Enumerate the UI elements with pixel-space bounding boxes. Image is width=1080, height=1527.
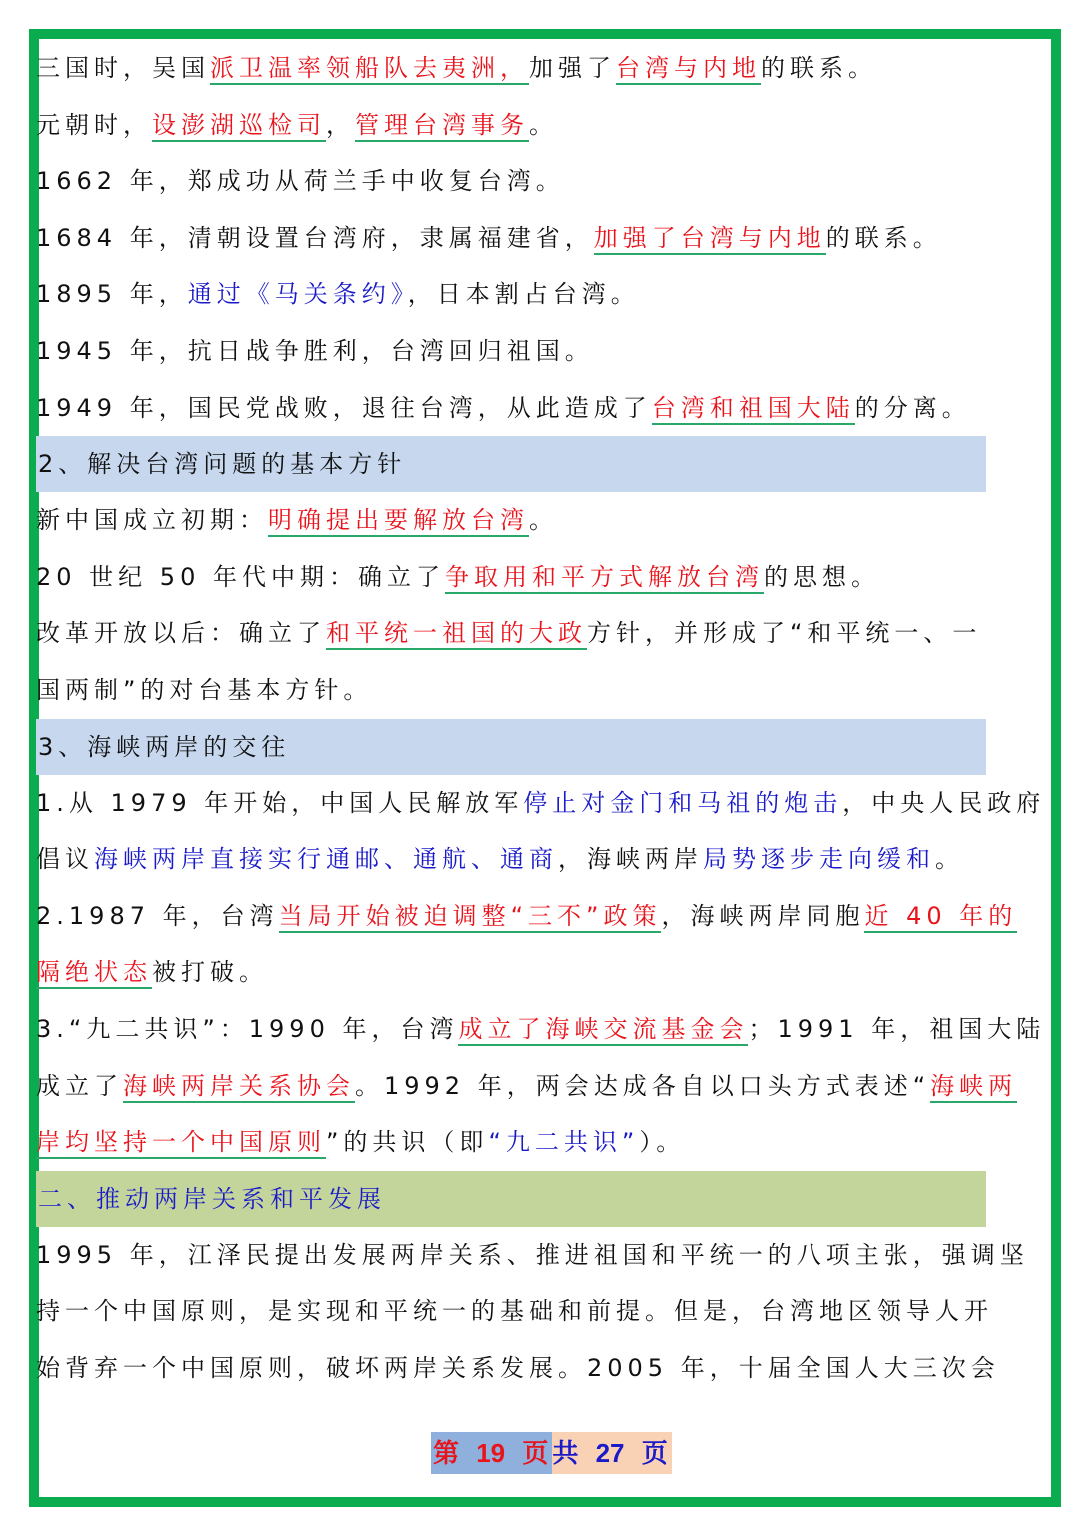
text-line <box>36 380 986 437</box>
key-point-red: 加强了台湾与内地 <box>594 224 826 255</box>
plain-text: ，海峡两岸同胞 <box>661 901 865 930</box>
current-page-label: 第 19 页 <box>431 1432 552 1474</box>
plain-text: 加强了 <box>529 54 616 82</box>
plain-text: 1945 年，抗日战争胜利，台湾回归祖国。 <box>36 336 594 365</box>
plain-text: 1662 年，郑成功从荷兰手中收复台湾。 <box>36 167 565 196</box>
plain-text: 改革开放以后：确立了 <box>36 619 326 648</box>
key-point-red: 岸均坚持一个中国原则 <box>36 1128 326 1159</box>
key-point-red: 当局开始被迫调整“三不”政策 <box>279 902 662 933</box>
text-line <box>36 662 986 719</box>
text-line <box>36 210 986 267</box>
text-line <box>36 605 986 662</box>
plain-text: 2.1987 年，台湾 <box>36 901 279 930</box>
plain-text: ，中央人民政府 <box>842 788 1046 817</box>
text-line <box>36 1114 986 1171</box>
plain-text: 的联系。 <box>825 223 942 252</box>
plain-text: 国两制”的对台基本方针。 <box>36 675 373 704</box>
heading-text: 3、海峡两岸的交往 <box>38 732 291 761</box>
text-line <box>36 1001 1046 1058</box>
text-line <box>36 492 986 549</box>
key-point-blue: “九二共识” <box>488 1128 640 1157</box>
key-point-red: 和平统一祖国的大政 <box>326 619 587 650</box>
total-pages-label: 共 27 页 <box>552 1432 671 1474</box>
plain-text: 的联系。 <box>761 54 877 82</box>
key-point-red: 近 40 年的 <box>864 902 1017 933</box>
plain-text: 。 <box>529 506 558 535</box>
key-point-red: 明确提出要解放台湾 <box>268 506 529 537</box>
key-point-red: 隔绝状态 <box>36 958 152 989</box>
plain-text: ， <box>326 110 355 139</box>
plain-text: 新中国成立初期： <box>36 506 268 535</box>
plain-text: 3.“九二共识”：1990 年，台湾 <box>36 1014 459 1043</box>
plain-text: 的思想。 <box>763 562 880 591</box>
text-line <box>36 323 986 380</box>
key-point-red: 争取用和平方式解放台湾 <box>445 563 764 594</box>
plain-text: 元朝时， <box>36 110 152 139</box>
key-point-blue: 海峡两岸直接实行通邮、通航、通商 <box>94 845 558 874</box>
section-heading-2 <box>36 436 986 492</box>
plain-text: ，日本割占台湾。 <box>407 280 640 309</box>
text-line <box>36 153 986 210</box>
plain-text: 的分离。 <box>854 393 971 422</box>
plain-text: 1895 年， <box>36 280 188 309</box>
plain-text: ，海峡两岸 <box>558 845 703 874</box>
plain-text: 20 世纪 50 年代中期：确立了 <box>36 562 445 591</box>
key-point-red: 成立了海峡交流基金会 <box>458 1015 748 1046</box>
plain-text: 倡议 <box>36 845 94 874</box>
text-line <box>36 831 986 888</box>
page-number-footer <box>431 1432 672 1474</box>
key-point-red: 台湾和祖国大陆 <box>652 394 855 425</box>
plain-text: 。1992 年，两会达成各自以口头方式表述“ <box>355 1071 931 1100</box>
text-line <box>36 266 986 323</box>
text-line <box>36 549 986 606</box>
text-line <box>36 775 1046 832</box>
plain-text: 1949 年，国民党战败，退往台湾，从此造成了 <box>36 393 652 422</box>
key-point-blue: 停止对金门和马祖的炮击 <box>523 788 843 817</box>
document-content <box>36 40 1046 1396</box>
plain-text: 。 <box>529 110 558 139</box>
plain-text: 。 <box>935 845 964 874</box>
text-line <box>36 1340 1000 1397</box>
plain-text: 1995 年，江泽民提出发展两岸关系、推进祖国和平统一的八项主张，强调坚 <box>36 1240 1029 1269</box>
text-line <box>36 97 986 154</box>
section-heading-main-2 <box>36 1171 986 1227</box>
plain-text: 1684 年，清朝设置台湾府，隶属福建省， <box>36 223 594 252</box>
heading-text: 二、推动两岸关系和平发展 <box>38 1184 386 1213</box>
text-line <box>36 1283 993 1340</box>
text-line <box>36 40 986 97</box>
plain-text: 方针，并形成了“和平统一、一 <box>587 619 982 648</box>
plain-text: ）。 <box>639 1128 686 1157</box>
plain-text: 1.从 1979 年开始，中国人民解放军 <box>36 788 524 817</box>
key-point-red: 管理台湾事务 <box>355 111 529 142</box>
plain-text: 成立了 <box>36 1071 123 1100</box>
plain-text: ；1991 年，祖国大陆 <box>748 1014 1046 1043</box>
key-point-red: 设澎湖巡检司 <box>152 111 326 142</box>
key-point-red: 海峡两 <box>930 1072 1017 1103</box>
key-point-red: 派卫温率领船队去夷洲， <box>210 54 529 85</box>
text-line <box>36 944 986 1001</box>
key-point-blue: 局势逐步走向缓和 <box>703 845 935 874</box>
key-point-red: 台湾与内地 <box>616 54 761 85</box>
plain-text: 持一个中国原则，是实现和平统一的基础和前提。但是，台湾地区领导人开 <box>36 1297 993 1326</box>
text-line <box>36 888 1018 945</box>
heading-text: 2、解决台湾问题的基本方针 <box>38 450 407 479</box>
plain-text: 三国时，吴国 <box>36 54 210 82</box>
plain-text: 被打破。 <box>152 958 268 987</box>
plain-text: ”的共识（即 <box>326 1128 489 1157</box>
plain-text: 始背弃一个中国原则，破坏两岸关系发展。2005 年，十届全国人大三次会 <box>36 1353 1000 1382</box>
key-point-blue: 通过《马关条约》 <box>187 280 408 309</box>
text-line <box>36 1227 1029 1284</box>
text-line <box>36 1058 1018 1115</box>
key-point-red: 海峡两岸关系协会 <box>123 1072 355 1103</box>
section-heading-3 <box>36 719 986 775</box>
